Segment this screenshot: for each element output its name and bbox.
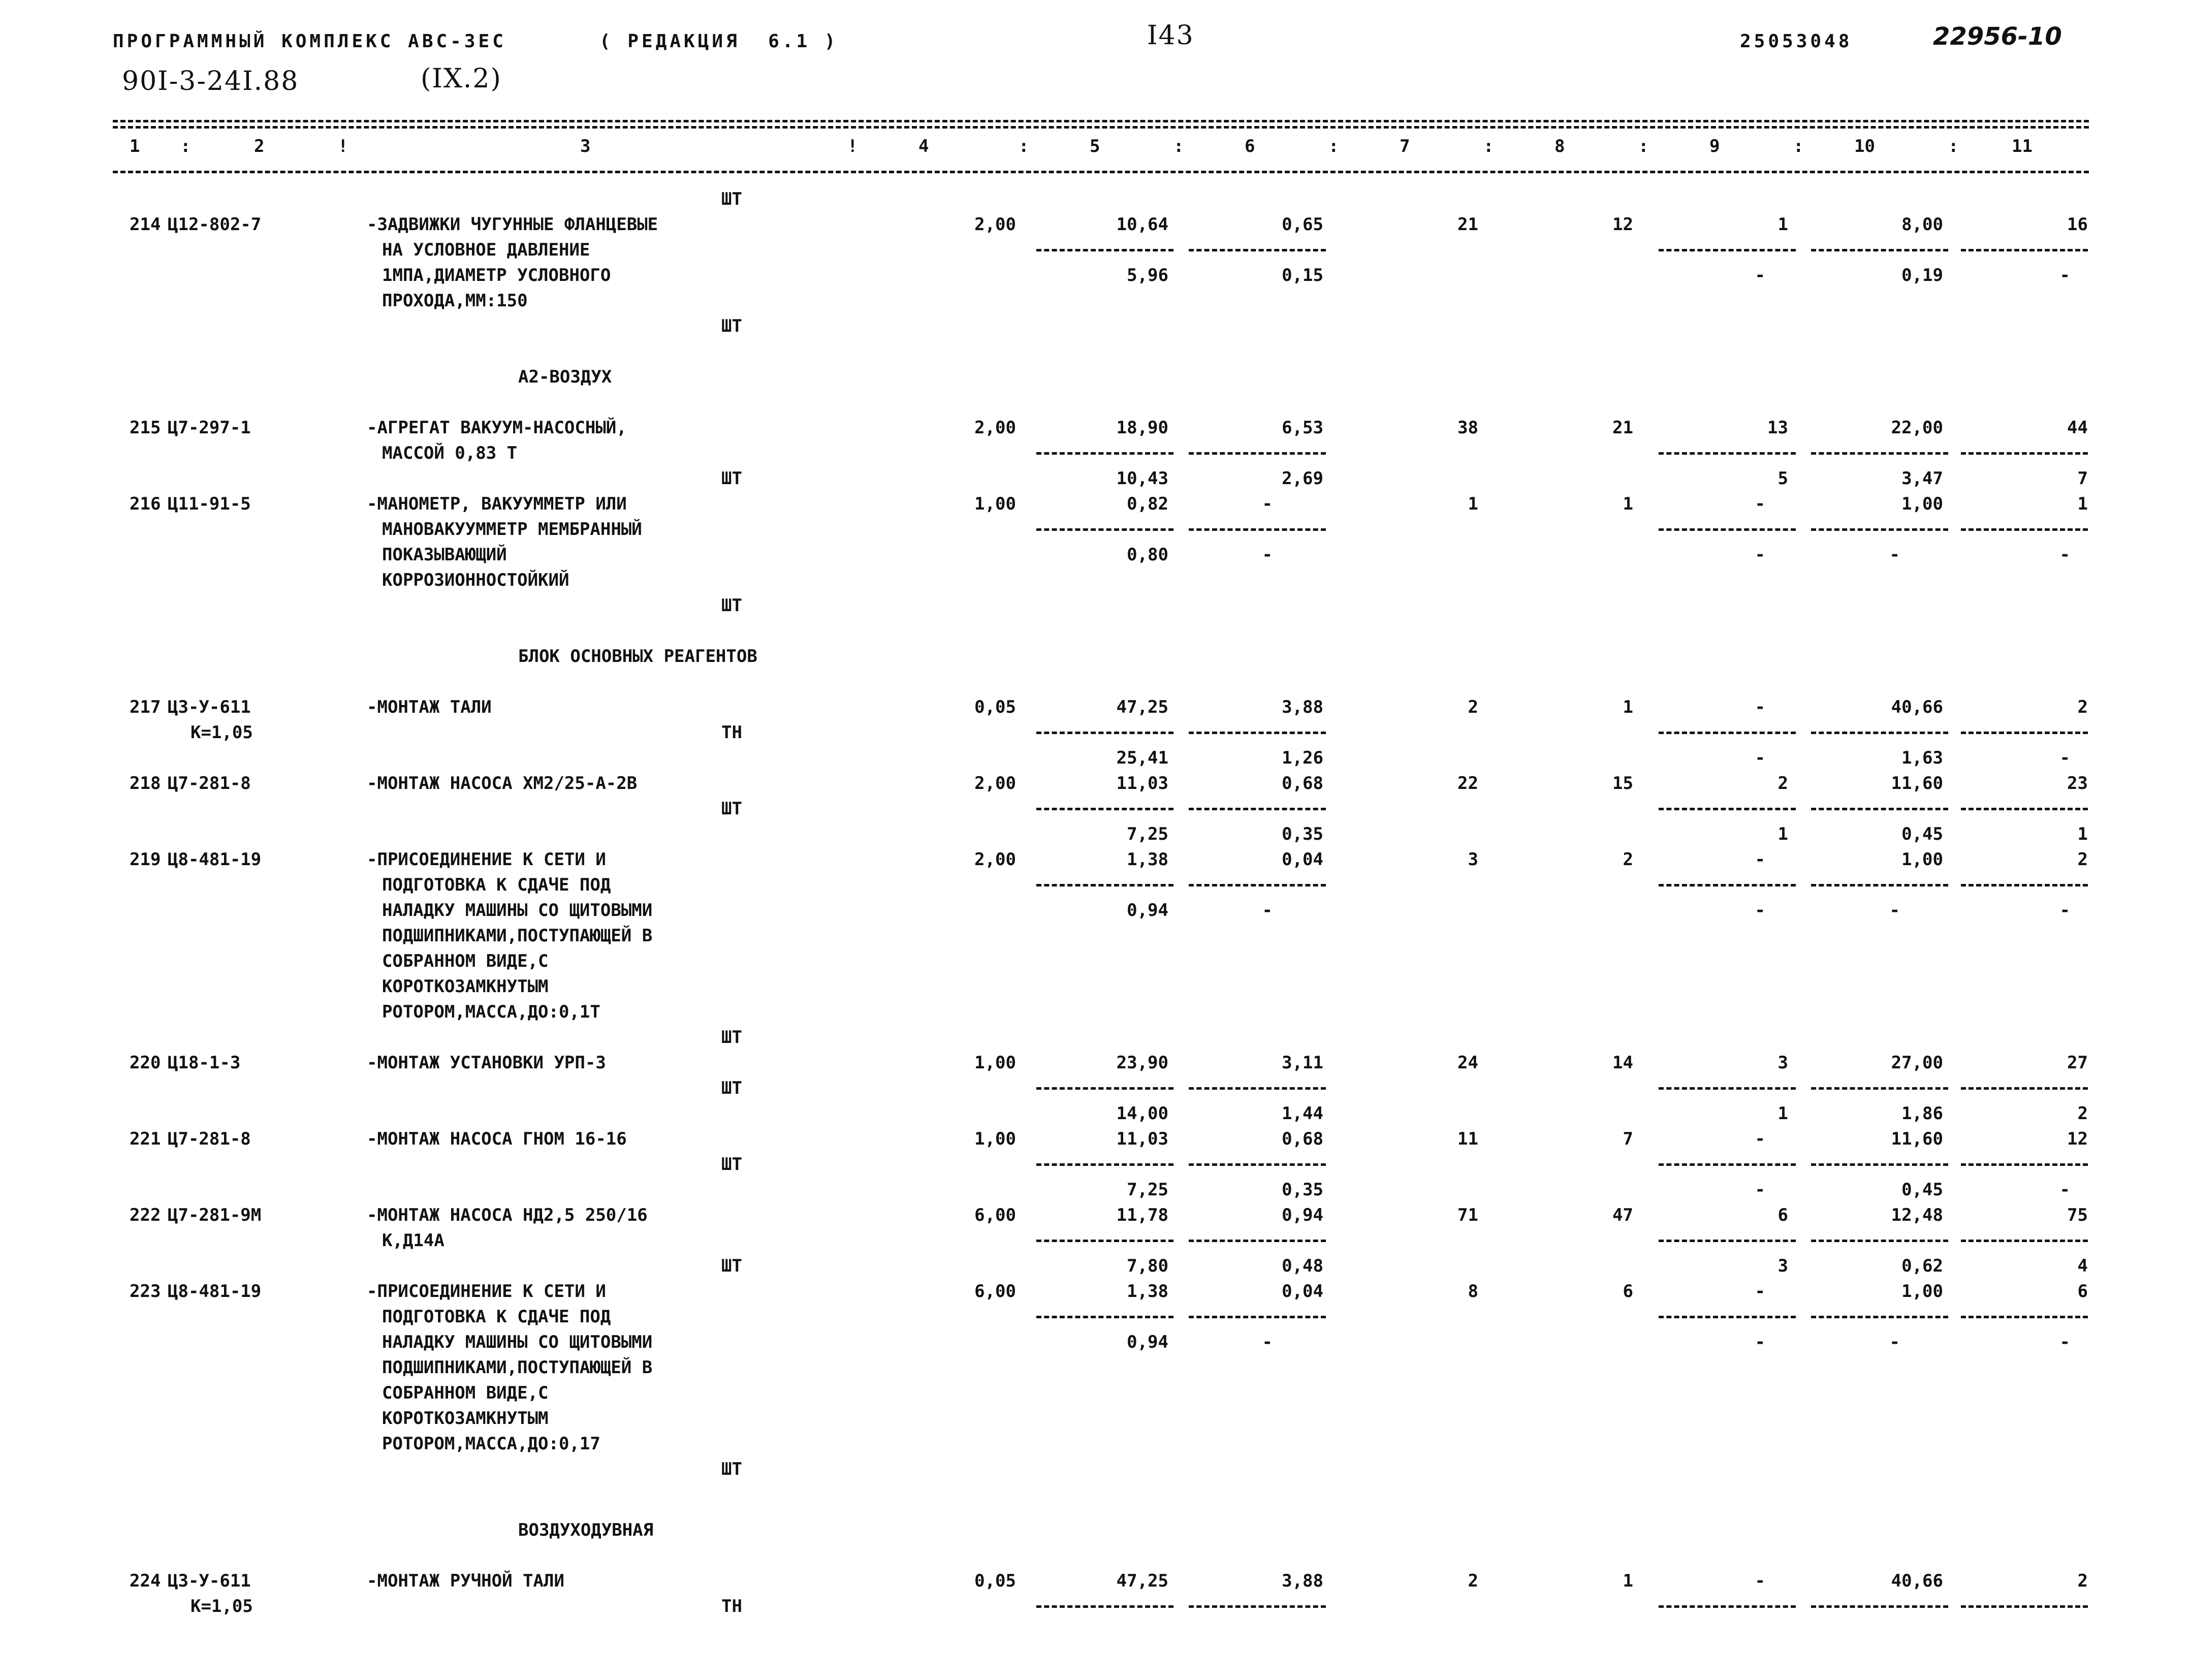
cell-c8: 1 xyxy=(1623,1571,1633,1591)
cell-c5-sub: 14,00 xyxy=(1116,1103,1168,1124)
cell-c5: 0,82 xyxy=(1127,494,1168,514)
cell-divider xyxy=(1811,1316,1948,1318)
cell-c10-sub: 0,45 xyxy=(1901,1180,1943,1200)
quantity: 1,00 xyxy=(974,1129,1016,1149)
cell-divider xyxy=(1659,732,1796,734)
cell-divider xyxy=(1659,808,1796,810)
item-description: МАНОВАКУУММЕТР МЕМБРАННЫЙ xyxy=(382,519,642,540)
cell-c11: 12 xyxy=(2067,1129,2088,1149)
item-description: -МОНТАЖ ТАЛИ xyxy=(367,697,492,717)
cell-c6: 0,04 xyxy=(1282,1281,1323,1302)
cell-divider xyxy=(1036,452,1173,455)
unit-label: ШТ xyxy=(721,1256,742,1276)
item-description: НАЛАДКУ МАШИНЫ СО ЩИТОВЫМИ xyxy=(382,900,653,921)
col-2: 2 xyxy=(254,136,265,156)
cell-c5: 47,25 xyxy=(1116,697,1168,717)
unit-label: ШТ xyxy=(721,1078,742,1098)
cell-c6: 0,65 xyxy=(1282,214,1323,235)
cell-c9: 13 xyxy=(1767,418,1788,438)
cell-c6: 0,68 xyxy=(1282,773,1323,794)
cell-c11-sub: - xyxy=(2059,1332,2070,1352)
cell-divider xyxy=(1189,1163,1326,1166)
cell-c6: - xyxy=(1262,494,1273,514)
cell-divider xyxy=(1811,1240,1948,1242)
cell-divider xyxy=(1036,1240,1173,1242)
cell-c10: 8,00 xyxy=(1901,214,1943,235)
cell-divider xyxy=(1189,808,1326,810)
cell-divider xyxy=(1036,1316,1173,1318)
cell-divider xyxy=(1659,1087,1796,1090)
cell-c7: 11 xyxy=(1457,1129,1478,1149)
price-code: Ц7-297-1 xyxy=(168,418,251,438)
col-6: 6 xyxy=(1245,136,1255,156)
program-title: ПРОГРАММНЫЙ КОМПЛЕКС АВС-ЗЕС xyxy=(113,31,506,52)
item-description: -МОНТАЖ НАСОСА ГНОМ 16-16 xyxy=(367,1129,627,1149)
cell-c9: 2 xyxy=(1778,773,1788,794)
cell-c10: 1,00 xyxy=(1901,494,1943,514)
cell-divider xyxy=(1659,452,1796,455)
item-number: 218 xyxy=(130,773,161,794)
cell-c8: 21 xyxy=(1612,418,1633,438)
quantity: 6,00 xyxy=(974,1281,1016,1302)
coefficient: К=1,05 xyxy=(191,722,253,743)
cell-divider xyxy=(1189,1316,1326,1318)
cell-c7: 38 xyxy=(1457,418,1478,438)
cell-c10-sub: 1,63 xyxy=(1901,748,1943,768)
cell-c8: 15 xyxy=(1612,773,1633,794)
cell-c5: 11,78 xyxy=(1116,1205,1168,1225)
unit-label: ШТ xyxy=(721,316,742,336)
cell-c5: 10,64 xyxy=(1116,214,1168,235)
cell-c6: 6,53 xyxy=(1282,418,1323,438)
cell-divider xyxy=(1659,1163,1796,1166)
cell-c9-sub: - xyxy=(1755,1180,1765,1200)
cell-c5-sub: 5,96 xyxy=(1127,265,1168,286)
item-description: КОРОТКОЗАМКНУТЫМ xyxy=(382,1408,549,1429)
cell-divider xyxy=(1811,528,1948,531)
item-description: -МОНТАЖ НАСОСА ХМ2/25-А-2В xyxy=(367,773,638,794)
col-sep: : xyxy=(1793,136,1804,156)
cell-divider xyxy=(1961,884,2088,886)
cell-divider xyxy=(1036,249,1173,251)
item-number: 217 xyxy=(130,697,161,717)
cell-divider xyxy=(1036,732,1173,734)
cell-divider xyxy=(1811,732,1948,734)
cell-divider xyxy=(1189,732,1326,734)
unit-label: ШТ xyxy=(721,468,742,489)
item-description: 1МПА,ДИАМЕТР УСЛОВНОГО xyxy=(382,265,611,286)
item-description: -МОНТАЖ НАСОСА НД2,5 250/16 xyxy=(367,1205,648,1225)
cell-divider xyxy=(1811,1163,1948,1166)
cell-c11-sub: - xyxy=(2059,748,2070,768)
cell-c6-sub: 1,44 xyxy=(1282,1103,1323,1124)
item-description: КОРРОЗИОННОСТОЙКИЙ xyxy=(382,570,569,590)
cell-divider xyxy=(1036,808,1173,810)
header-rule-top-2 xyxy=(113,126,2089,129)
coefficient: К=1,05 xyxy=(191,1596,253,1616)
cell-divider xyxy=(1961,1605,2088,1608)
cell-c11: 2 xyxy=(2077,697,2088,717)
cell-c11: 44 xyxy=(2067,418,2088,438)
cell-c11-sub: 1 xyxy=(2077,824,2088,844)
quantity: 2,00 xyxy=(974,214,1016,235)
unit-label: ШТ xyxy=(721,595,742,616)
cell-divider xyxy=(1036,1163,1173,1166)
cell-c7: 8 xyxy=(1468,1281,1478,1302)
item-description: РОТОРОМ,МАССА,ДО:0,1Т xyxy=(382,1002,600,1022)
cell-c6-sub: 0,35 xyxy=(1282,824,1323,844)
cell-c7: 22 xyxy=(1457,773,1478,794)
cell-divider xyxy=(1036,528,1173,531)
cell-c8: 2 xyxy=(1623,849,1633,870)
cell-c11: 16 xyxy=(2067,214,2088,235)
quantity: 2,00 xyxy=(974,418,1016,438)
cell-c5-sub: 25,41 xyxy=(1116,748,1168,768)
cell-c10: 22,00 xyxy=(1891,418,1943,438)
cell-divider xyxy=(1811,249,1948,251)
price-code: Ц3-У-611 xyxy=(168,697,251,717)
cell-c5: 11,03 xyxy=(1116,773,1168,794)
cell-c9-sub: 1 xyxy=(1778,824,1788,844)
cell-c5-sub: 0,94 xyxy=(1127,900,1168,921)
cell-c5-sub: 0,80 xyxy=(1127,545,1168,565)
cell-c8: 1 xyxy=(1623,494,1633,514)
item-number: 221 xyxy=(130,1129,161,1149)
item-description: КОРОТКОЗАМКНУТЫМ xyxy=(382,976,549,997)
col-1: 1 xyxy=(130,136,140,156)
item-description: НАЛАДКУ МАШИНЫ СО ЩИТОВЫМИ xyxy=(382,1332,653,1352)
cell-c6: 3,11 xyxy=(1282,1053,1323,1073)
cell-divider xyxy=(1659,1240,1796,1242)
cell-c6-sub: - xyxy=(1262,545,1273,565)
cell-c5-sub: 0,94 xyxy=(1127,1332,1168,1352)
cell-c6-sub: 1,26 xyxy=(1282,748,1323,768)
section-heading: БЛОК ОСНОВНЫХ РЕАГЕНТОВ xyxy=(518,646,757,667)
col-sep: : xyxy=(1328,136,1339,156)
cell-c5: 18,90 xyxy=(1116,418,1168,438)
cell-c7: 2 xyxy=(1468,1571,1478,1591)
quantity: 1,00 xyxy=(974,494,1016,514)
cell-divider xyxy=(1659,1605,1796,1608)
cell-c10-sub: 3,47 xyxy=(1901,468,1943,489)
cell-c10-sub: - xyxy=(1889,1332,1900,1352)
cell-divider xyxy=(1961,808,2088,810)
col-sep: : xyxy=(1638,136,1649,156)
cell-c9: 3 xyxy=(1778,1053,1788,1073)
cell-c5-sub: 7,80 xyxy=(1127,1256,1168,1276)
price-code: Ц7-281-8 xyxy=(168,1129,251,1149)
cell-c7: 24 xyxy=(1457,1053,1478,1073)
item-description: ПОДГОТОВКА К СДАЧЕ ПОД xyxy=(382,1307,611,1327)
section-code: (IX.2) xyxy=(421,64,502,94)
cell-divider xyxy=(1189,249,1326,251)
item-description: К,Д14А xyxy=(382,1230,445,1251)
cell-c9: - xyxy=(1755,494,1765,514)
cell-divider xyxy=(1189,528,1326,531)
cell-c5: 23,90 xyxy=(1116,1053,1168,1073)
cell-c9: - xyxy=(1755,1129,1765,1149)
cell-c10: 11,60 xyxy=(1891,773,1943,794)
cell-c9-sub: - xyxy=(1755,265,1765,286)
cell-c11-sub: - xyxy=(2059,900,2070,921)
col-9: 9 xyxy=(1709,136,1720,156)
cell-c6-sub: 0,35 xyxy=(1282,1180,1323,1200)
quantity: 0,05 xyxy=(974,1571,1016,1591)
cell-c5: 47,25 xyxy=(1116,1571,1168,1591)
cell-c11: 2 xyxy=(2077,849,2088,870)
unit-label: ШТ xyxy=(721,1027,742,1048)
cell-divider xyxy=(1811,808,1948,810)
unit-label: ШТ xyxy=(721,189,742,209)
cell-c8: 14 xyxy=(1612,1053,1633,1073)
cell-c9-sub: 3 xyxy=(1778,1256,1788,1276)
cell-c6-sub: 0,48 xyxy=(1282,1256,1323,1276)
cell-c9: 6 xyxy=(1778,1205,1788,1225)
col-5: 5 xyxy=(1090,136,1100,156)
cell-c10-sub: 0,45 xyxy=(1901,824,1943,844)
price-code: Ц12-802-7 xyxy=(168,214,262,235)
cell-c9: 1 xyxy=(1778,214,1788,235)
cell-c6-sub: - xyxy=(1262,900,1273,921)
price-code: Ц11-91-5 xyxy=(168,494,251,514)
col-7: 7 xyxy=(1400,136,1410,156)
edition-label: ( РЕДАКЦИЯ 6.1 ) xyxy=(599,31,839,52)
cell-c5: 1,38 xyxy=(1127,1281,1168,1302)
item-number: 215 xyxy=(130,418,161,438)
col-sep: : xyxy=(1019,136,1029,156)
cell-c10-sub: - xyxy=(1889,900,1900,921)
cell-divider xyxy=(1961,528,2088,531)
price-code: Ц7-281-9М xyxy=(168,1205,262,1225)
cell-c9: - xyxy=(1755,1571,1765,1591)
item-description: ПОКАЗЫВАЮЩИЙ xyxy=(382,545,507,565)
doc-code: 25053048 xyxy=(1740,31,1853,52)
item-description: -МОНТАЖ РУЧНОЙ ТАЛИ xyxy=(367,1571,564,1591)
cell-c6: 3,88 xyxy=(1282,1571,1323,1591)
header-rule-top xyxy=(113,120,2089,122)
cell-c10: 12,48 xyxy=(1891,1205,1943,1225)
item-description: ПОДГОТОВКА К СДАЧЕ ПОД xyxy=(382,875,611,895)
unit-label: ТН xyxy=(721,722,742,743)
cell-c5-sub: 7,25 xyxy=(1127,1180,1168,1200)
cell-c8: 47 xyxy=(1612,1205,1633,1225)
price-code: Ц18-1-3 xyxy=(168,1053,241,1073)
cell-c11-sub: 2 xyxy=(2077,1103,2088,1124)
section-heading: ВОЗДУХОДУВНАЯ xyxy=(518,1520,654,1540)
cell-divider xyxy=(1189,1605,1326,1608)
cell-c10-sub: 1,86 xyxy=(1901,1103,1943,1124)
col-10: 10 xyxy=(1854,136,1875,156)
col-sep: : xyxy=(180,136,191,156)
quantity: 2,00 xyxy=(974,773,1016,794)
quantity: 0,05 xyxy=(974,697,1016,717)
cell-c6: 0,04 xyxy=(1282,849,1323,870)
cell-c8: 7 xyxy=(1623,1129,1633,1149)
cell-c6-sub: 0,15 xyxy=(1282,265,1323,286)
cell-c7: 21 xyxy=(1457,214,1478,235)
cell-c6-sub: 2,69 xyxy=(1282,468,1323,489)
cell-c7: 71 xyxy=(1457,1205,1478,1225)
cell-divider xyxy=(1961,1163,2088,1166)
unit-label: ШТ xyxy=(721,1459,742,1479)
quantity: 2,00 xyxy=(974,849,1016,870)
cell-divider xyxy=(1036,1087,1173,1090)
cell-c11: 6 xyxy=(2077,1281,2088,1302)
col-sep: : xyxy=(1173,136,1184,156)
cell-c8: 12 xyxy=(1612,214,1633,235)
cell-c9-sub: - xyxy=(1755,900,1765,921)
item-description: -ЗАДВИЖКИ ЧУГУННЫЕ ФЛАНЦЕВЫЕ xyxy=(367,214,658,235)
item-description: -ПРИСОЕДИНЕНИЕ К СЕТИ И xyxy=(367,849,606,870)
cell-c9: - xyxy=(1755,697,1765,717)
quantity: 6,00 xyxy=(974,1205,1016,1225)
cell-divider xyxy=(1811,1087,1948,1090)
page-number: I43 xyxy=(1147,20,1194,51)
cell-divider xyxy=(1961,1240,2088,1242)
cell-divider xyxy=(1189,452,1326,455)
item-number: 220 xyxy=(130,1053,161,1073)
cell-divider xyxy=(1811,884,1948,886)
cell-c5: 11,03 xyxy=(1116,1129,1168,1149)
price-code: Ц8-481-19 xyxy=(168,1281,262,1302)
price-code: Ц7-281-8 xyxy=(168,773,251,794)
cell-divider xyxy=(1961,249,2088,251)
cell-divider xyxy=(1961,1087,2088,1090)
cell-c10: 27,00 xyxy=(1891,1053,1943,1073)
item-description: РОТОРОМ,МАССА,ДО:0,17 xyxy=(382,1434,600,1454)
cell-c7: 2 xyxy=(1468,697,1478,717)
cell-divider xyxy=(1189,1240,1326,1242)
cell-c8: 1 xyxy=(1623,697,1633,717)
cell-c11-sub: - xyxy=(2059,545,2070,565)
section-heading: А2-ВОЗДУХ xyxy=(518,367,612,387)
col-4: 4 xyxy=(918,136,929,156)
cell-c5: 1,38 xyxy=(1127,849,1168,870)
header-rule-bottom xyxy=(113,171,2089,173)
price-code: Ц3-У-611 xyxy=(168,1571,251,1591)
cell-c11-sub: - xyxy=(2059,265,2070,286)
cell-c9-sub: - xyxy=(1755,1332,1765,1352)
cell-c10-sub: - xyxy=(1889,545,1900,565)
item-number: 224 xyxy=(130,1571,161,1591)
cell-divider xyxy=(1811,1605,1948,1608)
cell-c9-sub: - xyxy=(1755,748,1765,768)
cell-divider xyxy=(1659,528,1796,531)
cell-c11: 23 xyxy=(2067,773,2088,794)
cell-divider xyxy=(1961,1316,2088,1318)
cell-c10: 1,00 xyxy=(1901,1281,1943,1302)
cell-c11: 1 xyxy=(2077,494,2088,514)
cell-c10: 40,66 xyxy=(1891,697,1943,717)
price-code: Ц8-481-19 xyxy=(168,849,262,870)
cell-c11-sub: - xyxy=(2059,1180,2070,1200)
unit-label: ТН xyxy=(721,1596,742,1616)
item-description: -ПРИСОЕДИНЕНИЕ К СЕТИ И xyxy=(367,1281,606,1302)
cell-c7: 3 xyxy=(1468,849,1478,870)
cell-c9-sub: - xyxy=(1755,545,1765,565)
col-sep: : xyxy=(1948,136,1959,156)
cell-c10: 11,60 xyxy=(1891,1129,1943,1149)
quantity: 1,00 xyxy=(974,1053,1016,1073)
cell-c11-sub: 4 xyxy=(2077,1256,2088,1276)
cell-c10: 1,00 xyxy=(1901,849,1943,870)
item-description: -АГРЕГАТ ВАКУУМ-НАСОСНЫЙ, xyxy=(367,418,627,438)
item-description: НА УСЛОВНОЕ ДАВЛЕНИЕ xyxy=(382,240,590,260)
cell-c10-sub: 0,19 xyxy=(1901,265,1943,286)
cell-c11: 27 xyxy=(2067,1053,2088,1073)
item-description: СОБРАННОМ ВИДЕ,С xyxy=(382,1383,549,1403)
col-8: 8 xyxy=(1554,136,1565,156)
item-description: ПРОХОДА,ММ:150 xyxy=(382,291,528,311)
cell-c9: - xyxy=(1755,1281,1765,1302)
cell-c6: 3,88 xyxy=(1282,697,1323,717)
cell-c6: 0,94 xyxy=(1282,1205,1323,1225)
cell-divider xyxy=(1036,884,1173,886)
cell-c9-sub: 5 xyxy=(1778,468,1788,489)
col-sep: : xyxy=(1483,136,1494,156)
cell-c10: 40,66 xyxy=(1891,1571,1943,1591)
item-description: ПОДШИПНИКАМИ,ПОСТУПАЮЩЕЙ В xyxy=(382,926,653,946)
cell-divider xyxy=(1961,452,2088,455)
item-number: 219 xyxy=(130,849,161,870)
cell-c11: 75 xyxy=(2067,1205,2088,1225)
item-number: 222 xyxy=(130,1205,161,1225)
cell-divider xyxy=(1659,249,1796,251)
item-description: СОБРАННОМ ВИДЕ,С xyxy=(382,951,549,971)
col-11: 11 xyxy=(2012,136,2033,156)
item-description: МАССОЙ 0,83 Т xyxy=(382,443,518,463)
unit-label: ШТ xyxy=(721,1154,742,1175)
cell-c9-sub: 1 xyxy=(1778,1103,1788,1124)
col-sep: ! xyxy=(338,136,348,156)
project-code: 90I-3-24I.88 xyxy=(122,66,299,97)
cell-divider xyxy=(1961,732,2088,734)
cell-c6: 0,68 xyxy=(1282,1129,1323,1149)
cell-c6-sub: - xyxy=(1262,1332,1273,1352)
item-description: ПОДШИПНИКАМИ,ПОСТУПАЮЩЕЙ В xyxy=(382,1357,653,1378)
cell-c8: 6 xyxy=(1623,1281,1633,1302)
col-sep: ! xyxy=(847,136,858,156)
cell-c5-sub: 7,25 xyxy=(1127,824,1168,844)
cell-c11-sub: 7 xyxy=(2077,468,2088,489)
cell-divider xyxy=(1811,452,1948,455)
col-3: 3 xyxy=(580,136,591,156)
cell-divider xyxy=(1036,1605,1173,1608)
cell-c11: 2 xyxy=(2077,1571,2088,1591)
item-number: 216 xyxy=(130,494,161,514)
cell-divider xyxy=(1189,1087,1326,1090)
item-number: 214 xyxy=(130,214,161,235)
item-description: -МОНТАЖ УСТАНОВКИ УРП-3 xyxy=(367,1053,606,1073)
cell-divider xyxy=(1189,884,1326,886)
cell-c10-sub: 0,62 xyxy=(1901,1256,1943,1276)
cell-divider xyxy=(1659,884,1796,886)
item-description: -МАНОМЕТР, ВАКУУММЕТР ИЛИ xyxy=(367,494,627,514)
unit-label: ШТ xyxy=(721,799,742,819)
cell-c7: 1 xyxy=(1468,494,1478,514)
cell-divider xyxy=(1659,1316,1796,1318)
item-number: 223 xyxy=(130,1281,161,1302)
cell-c9: - xyxy=(1755,849,1765,870)
archive-stamp: 22956-10 xyxy=(1933,22,2062,51)
cell-c5-sub: 10,43 xyxy=(1116,468,1168,489)
